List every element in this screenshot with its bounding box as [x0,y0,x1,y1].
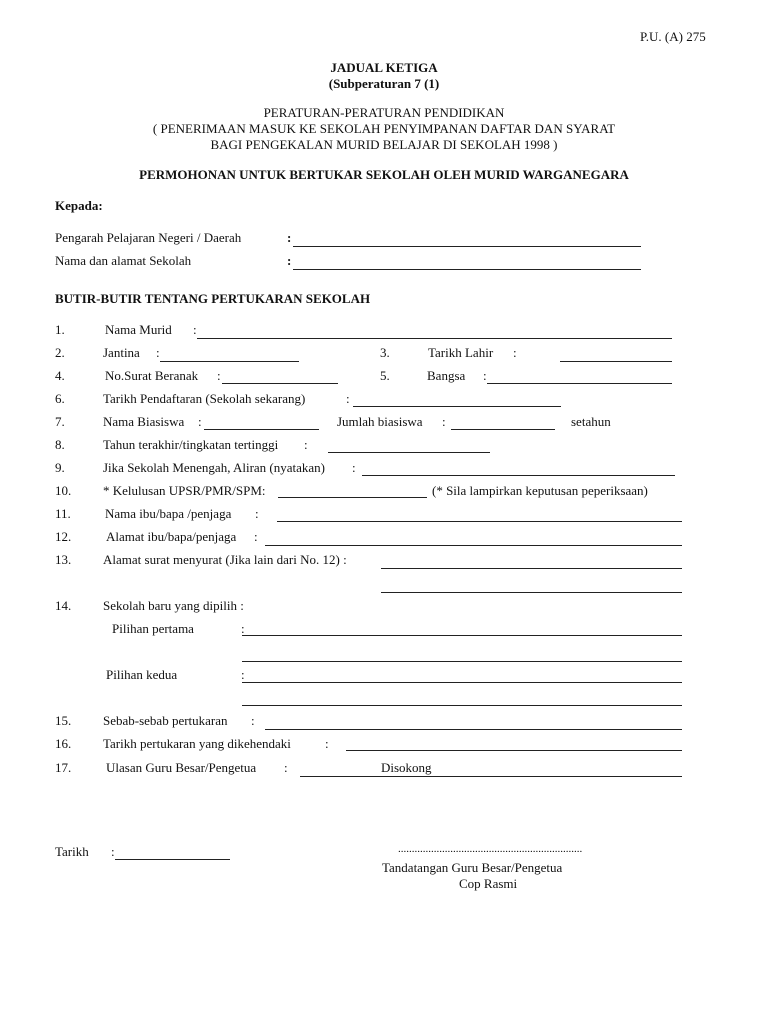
tahun-terakhir-field[interactable] [328,452,490,453]
jumlah-biasiswa-field[interactable] [451,429,555,430]
sebab-field[interactable] [265,729,682,730]
ulasan-value: Disokong [381,760,432,775]
nama-ibubapa-field[interactable] [277,521,682,522]
item-number-16: 16. [55,736,72,751]
bangsa-field[interactable] [487,383,672,384]
tahun-terakhir-colon: : [304,437,308,452]
item-number-11: 11. [55,506,71,521]
nama-biasiswa-field[interactable] [204,429,319,430]
alamat-ibubapa-field[interactable] [265,545,682,546]
tarikh-pertukaran-colon: : [325,736,329,751]
page-reference: P.U. (A) 275 [640,29,706,44]
section-title: BUTIR-BUTIR TENTANG PERTUKARAN SEKOLAH [55,291,371,306]
nama-murid-label: Nama Murid [105,322,172,337]
regulation-line-2: ( PENERIMAAN MASUK KE SEKOLAH PENYIMPANAN DAFTAR DAN SYARAT [152,121,616,136]
bangsa-colon: : [483,368,487,383]
item-number-8: 8. [55,437,65,452]
tarikh-pendaftaran-colon: : [346,391,350,406]
jantina-label: Jantina [103,345,140,360]
item-number-6: 6. [55,391,65,406]
nama-ibubapa-colon: : [255,506,259,521]
ulasan-field[interactable] [300,776,682,777]
alamat-surat-field-2[interactable] [381,592,682,593]
pengarah-label: Pengarah Pelajaran Negeri / Daerah [55,230,242,245]
jantina-field[interactable] [160,361,299,362]
item-number-2: 2. [55,345,65,360]
sekolah-field[interactable] [293,269,641,270]
tahun-terakhir-label: Tahun terakhir/tingkatan tertinggi [103,437,279,452]
tarikh-label: Tarikh [55,844,89,859]
item-number-3: 3. [380,345,390,360]
surat-beranak-colon: : [217,368,221,383]
tarikh-lahir-label: Tarikh Lahir [428,345,494,360]
form-title: PERMOHONAN UNTUK BERTUKAR SEKOLAH OLEH MURID WARGANEGARA [139,167,629,182]
tarikh-pertukaran-label: Tarikh pertukaran yang dikehendaki [103,736,291,751]
item-number-7: 7. [55,414,65,429]
tarikh-lahir-colon: : [513,345,517,360]
surat-beranak-field[interactable] [222,383,338,384]
sebab-label: Sebab-sebab pertukaran [103,713,228,728]
ulasan-label: Ulasan Guru Besar/Pengetua [106,760,257,775]
jumlah-biasiswa-colon: : [442,414,446,429]
tarikh-pendaftaran-field[interactable] [353,406,561,407]
aliran-field[interactable] [362,475,675,476]
official-stamp-label: Cop Rasmi [459,876,518,891]
sekolah-label: Nama dan alamat Sekolah [55,253,192,268]
item-number-14: 14. [55,598,72,613]
schedule-title: JADUAL KETIGA [330,60,438,75]
signature-label: Tandatangan Guru Besar/Pengetua [382,860,563,875]
jumlah-biasiswa-label: Jumlah biasiswa [337,414,423,429]
pilihan-pertama-colon: : [241,621,245,636]
tarikh-pertukaran-field[interactable] [346,750,682,751]
sekolah-baru-label: Sekolah baru yang dipilih : [103,598,244,613]
pilihan-kedua-field-2[interactable] [242,705,682,706]
pilihan-kedua-colon: : [241,667,245,682]
alamat-surat-label: Alamat surat menyurat (Jika lain dari No. 12) : [103,552,347,567]
item-number-10: 10. [55,483,72,498]
nama-biasiswa-colon: : [198,414,202,429]
aliran-label: Jika Sekolah Menengah, Aliran (nyatakan) [103,460,326,475]
item-number-9: 9. [55,460,65,475]
tarikh-colon: : [111,844,115,859]
pilihan-kedua-label: Pilihan kedua [106,667,178,682]
regulation-line-3: BAGI PENGEKALAN MURID BELAJAR DI SEKOLAH 1998 ) [210,137,558,152]
ulasan-colon: : [284,760,288,775]
kelulusan-label: * Kelulusan UPSR/PMR/SPM: [103,483,266,498]
schedule-subtitle: (Subperaturan 7 (1) [328,76,440,91]
pilihan-kedua-field-1[interactable] [242,682,682,683]
nama-murid-colon: : [193,322,197,337]
setahun-label: setahun [571,414,611,429]
pengarah-colon: : [287,230,292,245]
item-number-17: 17. [55,760,72,775]
item-number-13: 13. [55,552,72,567]
tarikh-pendaftaran-label: Tarikh Pendaftaran (Sekolah sekarang) [103,391,306,406]
pilihan-pertama-field-1[interactable] [242,635,682,636]
aliran-colon: : [352,460,356,475]
item-number-4: 4. [55,368,65,383]
nama-biasiswa-label: Nama Biasiswa [103,414,185,429]
kelulusan-note: (* Sila lampirkan keputusan peperiksaan) [432,483,648,498]
bangsa-label: Bangsa [427,368,466,383]
item-number-1: 1. [55,322,65,337]
pengarah-field[interactable] [293,246,641,247]
item-number-15: 15. [55,713,72,728]
pilihan-pertama-field-2[interactable] [242,661,682,662]
alamat-ibubapa-label: Alamat ibu/bapa/penjaga [106,529,237,544]
jantina-colon: : [156,345,160,360]
pilihan-pertama-label: Pilihan pertama [112,621,194,636]
item-number-5: 5. [380,368,390,383]
sebab-colon: : [251,713,255,728]
alamat-surat-field-1[interactable] [381,568,682,569]
tarikh-field[interactable] [115,859,230,860]
nama-murid-field[interactable] [197,338,672,339]
item-number-12: 12. [55,529,72,544]
tarikh-lahir-field[interactable] [560,361,672,362]
regulation-line-1: PERATURAN-PERATURAN PENDIDIKAN [263,105,505,120]
surat-beranak-label: No.Surat Beranak [105,368,199,383]
alamat-ibubapa-colon: : [254,529,258,544]
signature-dotted-line[interactable]: ................................................................... [398,843,583,855]
kelulusan-field[interactable] [278,497,427,498]
nama-ibubapa-label: Nama ibu/bapa /penjaga [105,506,232,521]
sekolah-colon: : [287,253,292,268]
kepada-label: Kepada: [55,198,103,213]
